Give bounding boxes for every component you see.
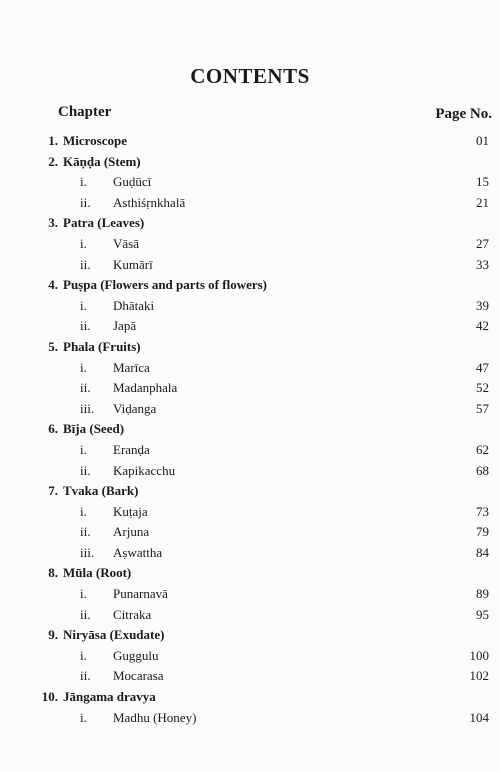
toc-title: Japā [113, 318, 137, 334]
toc-number: iii. [80, 400, 95, 416]
toc-chapter-row [0, 481, 500, 502]
toc-title: Arjuna [113, 524, 150, 540]
page-column-label: Page No. [435, 106, 492, 122]
toc-title: Kuṭaja [113, 503, 148, 519]
toc-number: 5. [48, 338, 58, 354]
toc-title: Patra (Leaves) [63, 215, 145, 231]
toc-entry-row [0, 461, 500, 482]
toc-page-number: 84 [476, 544, 489, 560]
toc-number: ii. [80, 318, 91, 334]
toc-page-number: 15 [476, 174, 489, 190]
toc-title: Microscope [63, 133, 128, 148]
toc-number: 6. [48, 421, 58, 437]
toc-entry-row [0, 234, 500, 255]
toc-entry-row [0, 193, 500, 214]
toc-number: i. [80, 235, 87, 251]
toc-number: ii. [80, 524, 91, 540]
toc-number: ii. [80, 194, 91, 210]
toc-page-number: 01 [476, 133, 489, 148]
toc-entry-row [0, 646, 500, 667]
toc-list [0, 131, 500, 728]
toc-page-number: 102 [469, 668, 489, 684]
toc-number: 1. [48, 133, 58, 148]
toc-chapter-row [0, 131, 500, 152]
toc-title: Madanphala [113, 380, 178, 396]
toc-page-number: 33 [476, 256, 489, 272]
toc-chapter-row [0, 563, 500, 584]
toc-title: Puṣpa (Flowers and parts of flowers) [63, 277, 268, 293]
toc-entry-row [0, 502, 500, 523]
toc-page-number: 21 [476, 194, 489, 210]
toc-title: Dhātaki [113, 297, 155, 313]
toc-entry-row [0, 172, 500, 193]
toc-title: Kapikacchu [113, 462, 176, 478]
toc-page-number: 52 [476, 380, 489, 396]
toc-number: 3. [48, 215, 58, 231]
toc-entry-row [0, 543, 500, 564]
toc-chapter-row [0, 275, 500, 296]
toc-page-number: 47 [476, 359, 489, 375]
toc-title: Mūla (Root) [63, 565, 132, 581]
toc-entry-row [0, 399, 500, 420]
toc-number: ii. [80, 606, 91, 622]
toc-page-number: 39 [476, 297, 489, 313]
toc-title: Asthiśṛnkhalā [113, 194, 186, 210]
toc-title: Tvaka (Bark) [63, 483, 139, 499]
toc-title: Marīca [113, 359, 150, 375]
toc-page-number: 27 [476, 235, 489, 251]
toc-number: i. [80, 586, 87, 602]
toc-number: i. [80, 441, 87, 457]
toc-page-number: 104 [469, 709, 489, 725]
toc-page-number: 95 [476, 606, 489, 622]
toc-page-number: 79 [476, 524, 489, 540]
toc-title: Phala (Fruits) [63, 338, 141, 354]
toc-title: Guggulu [113, 647, 159, 663]
toc-number: i. [80, 297, 87, 313]
toc-number: ii. [80, 380, 91, 396]
toc-number: 9. [48, 627, 58, 643]
toc-number: ii. [80, 462, 91, 478]
toc-page-number: 100 [469, 647, 489, 663]
toc-title: Punarnavā [113, 586, 168, 602]
toc-number: 10. [41, 689, 58, 705]
toc-number: ii. [80, 256, 91, 272]
toc-entry-row [0, 296, 500, 317]
chapter-column-label: Chapter [58, 104, 112, 120]
column-header [58, 104, 492, 121]
toc-title: Aṣwattha [113, 544, 163, 560]
toc-number: i. [80, 647, 87, 663]
toc-title: Vāsā [113, 235, 139, 251]
toc-chapter-row [0, 337, 500, 358]
toc-number: i. [80, 359, 87, 375]
toc-number: 7. [48, 483, 58, 499]
toc-title: Eranḍa [113, 441, 150, 457]
toc-chapter-row [0, 625, 500, 646]
toc-title: Citraka [113, 606, 152, 622]
toc-title: Guḍūcī [113, 174, 152, 190]
toc-number: 8. [48, 565, 58, 581]
toc-number: iii. [80, 544, 95, 560]
toc-number: 4. [48, 277, 58, 293]
toc-entry-row [0, 522, 500, 543]
toc-chapter-row [0, 213, 500, 234]
toc-page-number: 68 [476, 462, 489, 478]
toc-page-number: 57 [476, 400, 489, 416]
toc-chapter-row [0, 152, 500, 173]
toc-entry-row [0, 378, 500, 399]
toc-number: i. [80, 709, 87, 725]
toc-number: i. [80, 174, 87, 190]
toc-chapter-row [0, 419, 500, 440]
toc-entry-row [0, 358, 500, 379]
toc-number: 2. [48, 153, 58, 169]
toc-entry-row [0, 440, 500, 461]
toc-title: Viḍanga [113, 400, 157, 416]
toc-title: Bīja (Seed) [63, 421, 125, 437]
toc-chapter-row [0, 687, 500, 708]
toc-page-number: 73 [476, 503, 489, 519]
toc-title: Kumārī [113, 256, 153, 272]
toc-entry-row [0, 666, 500, 687]
toc-number: i. [80, 503, 87, 519]
toc-entry-row [0, 316, 500, 337]
toc-entry-row [0, 584, 500, 605]
toc-entry-row [0, 255, 500, 276]
toc-page-number: 62 [476, 441, 489, 457]
page-title: CONTENTS [190, 64, 310, 88]
toc-entry-row [0, 708, 500, 729]
toc-title: Jāngama dravya [63, 689, 156, 705]
toc-title: Niryāsa (Exudate) [63, 627, 165, 643]
toc-title: Kāṇḍa (Stem) [63, 153, 141, 169]
toc-title: Madhu (Honey) [113, 709, 197, 725]
toc-number: ii. [80, 668, 91, 684]
toc-page-number: 89 [476, 586, 489, 602]
toc-page-number: 42 [476, 318, 489, 334]
toc-entry-row [0, 605, 500, 626]
toc-title: Mocarasa [113, 668, 164, 684]
